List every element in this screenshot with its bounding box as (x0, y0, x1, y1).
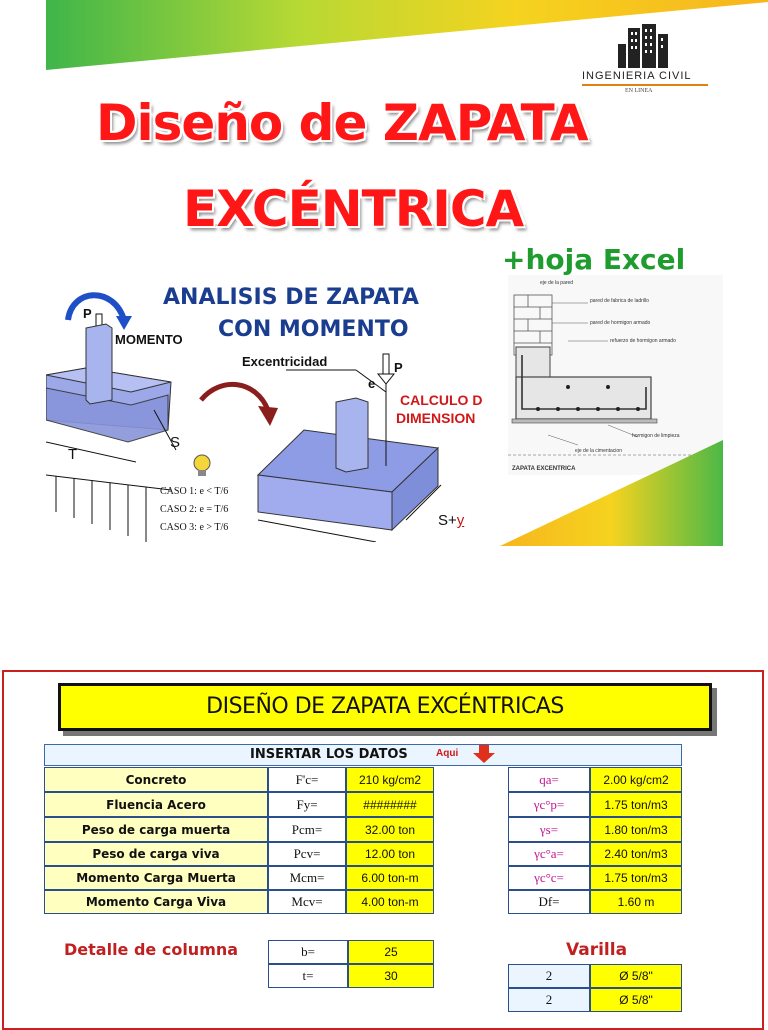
row-mcm-value[interactable]: 6.00 ton-m (346, 866, 434, 890)
moment-label: MOMENTO (115, 332, 183, 347)
curved-arrow-icon (258, 406, 278, 426)
row-mcv-value[interactable]: 4.00 ton-m (346, 890, 434, 914)
column-b-value[interactable]: 25 (348, 940, 434, 964)
width-label: S (170, 434, 181, 451)
analysis-heading-line2: CON MOMENTO (218, 317, 409, 342)
row-mcm-symbol: Mcm= (268, 866, 346, 890)
varilla-count-1[interactable]: 2 (508, 964, 590, 988)
section-label-rebar: refuerzo de hormigon armado (610, 338, 676, 344)
banner-corner-stripe (500, 440, 768, 546)
column-b-symbol: b= (268, 940, 348, 964)
row-df-value[interactable]: 1.60 m (590, 890, 682, 914)
row-concreto-symbol: F'c= (268, 767, 346, 792)
column-t-symbol: t= (268, 964, 348, 988)
row-pcm-label: Peso de carga muerta (44, 817, 268, 842)
row-gcc-value[interactable]: 1.75 ton/m3 (590, 866, 682, 890)
row-gcc-symbol: γc°c= (508, 866, 590, 890)
column-detail-label: Detalle de columna (64, 940, 239, 959)
eccentricity-label: Excentricidad (242, 354, 328, 369)
case-1: CASO 1: e < T/6 (160, 486, 229, 497)
length-label: T (68, 446, 78, 463)
brand-divider (582, 84, 708, 86)
row-pcv-label: Peso de carga viva (44, 842, 268, 866)
row-gs-value[interactable]: 1.80 ton/m3 (590, 817, 682, 842)
row-pcm-symbol: Pcm= (268, 817, 346, 842)
varilla-count-2[interactable]: 2 (508, 988, 590, 1012)
row-mcv-label: Momento Carga Viva (44, 890, 268, 914)
row-fluencia-label: Fluencia Acero (44, 792, 268, 817)
row-fluencia-symbol: Fy= (268, 792, 346, 817)
brand-tagline: EN LINEA (625, 88, 653, 94)
row-gca-symbol: γc°a= (508, 842, 590, 866)
row-pcm-value[interactable]: 32.00 ton (346, 817, 434, 842)
case-3: CASO 3: e > T/6 (160, 522, 229, 533)
row-concreto-value[interactable]: 210 kg/cm2 (346, 767, 434, 792)
row-qa-value[interactable]: 2.00 kg/cm2 (590, 767, 682, 792)
varilla-size-1[interactable]: Ø 5/8" (590, 964, 682, 988)
row-df-symbol: Df= (508, 890, 590, 914)
column-t-value[interactable]: 30 (348, 964, 434, 988)
main-title-line1: Diseño de ZAPATA (96, 94, 588, 152)
section-label-foundation: eje de la cimentacion (575, 448, 622, 454)
section-caption: ZAPATA EXCENTRICA (512, 466, 576, 472)
load-label: P (83, 306, 92, 321)
row-pcv-symbol: Pcv= (268, 842, 346, 866)
calc-label-line2: DIMENSION (396, 410, 476, 426)
row-concreto-label: Concreto (44, 767, 268, 792)
analysis-heading-line1: ANALISIS DE ZAPATA (163, 285, 419, 310)
row-qa-symbol: qa= (508, 767, 590, 792)
section-label-brick: pared de fabrica de ladrillo (590, 298, 649, 304)
main-title-line2: EXCÉNTRICA (183, 180, 524, 238)
load-label-2: P (394, 360, 403, 375)
section-label-wall: pared de hormigon armado (590, 320, 651, 326)
arrow-down-icon (473, 745, 495, 763)
width-plus-label: S+y (438, 512, 465, 529)
row-mcv-symbol: Mcv= (268, 890, 346, 914)
row-gs-symbol: γs= (508, 817, 590, 842)
lightbulb-icon (194, 455, 210, 471)
row-gca-value[interactable]: 2.40 ton/m3 (590, 842, 682, 866)
row-gcp-symbol: γc°p= (508, 792, 590, 817)
row-fluencia-value[interactable]: ######## (346, 792, 434, 817)
excel-sheet-label: +hoja Excel (502, 243, 686, 276)
row-gcp-value[interactable]: 1.75 ton/m3 (590, 792, 682, 817)
row-pcv-value[interactable]: 12.00 ton (346, 842, 434, 866)
e-label: e (368, 376, 376, 391)
varilla-size-2[interactable]: Ø 5/8" (590, 988, 682, 1012)
section-label-lean: hormigon de limpieza (632, 433, 680, 439)
insert-data-label: INSERTAR LOS DATOS (250, 747, 408, 762)
case-2: CASO 2: e = T/6 (160, 504, 229, 515)
aqui-label: Aqui (436, 748, 459, 759)
sheet-title: DISEÑO DE ZAPATA EXCÉNTRICAS (58, 683, 712, 731)
row-mcm-label: Momento Carga Muerta (44, 866, 268, 890)
calc-label-line1: CALCULO D (400, 392, 483, 408)
brand-name: INGENIERIA CIVIL (582, 70, 692, 82)
varilla-label: Varilla (566, 940, 628, 960)
section-label-axis: eje de la pared (540, 280, 574, 286)
